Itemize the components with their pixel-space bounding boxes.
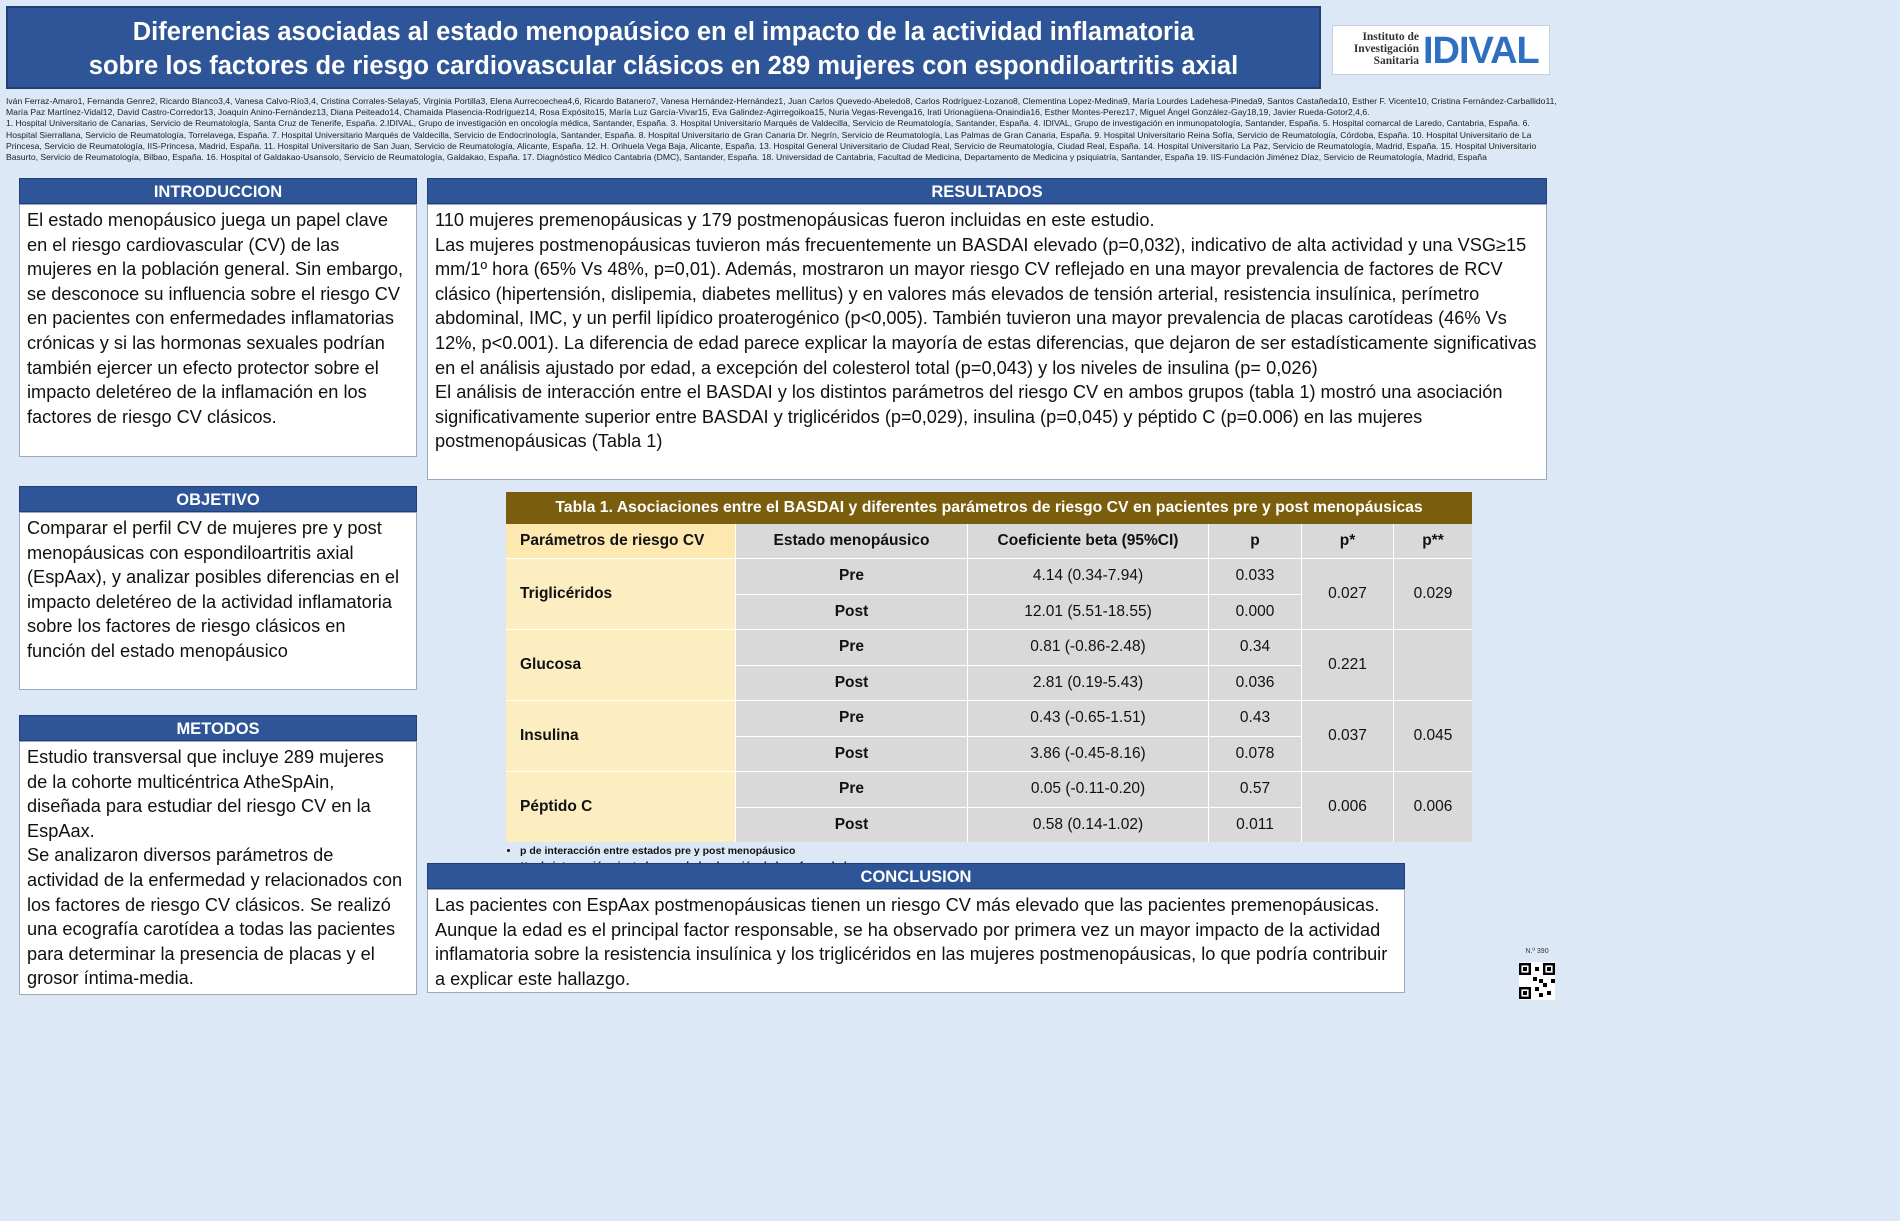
intro-text: El estado menopáusico juega un papel clave en el riesgo cardiovascular (CV) de las mujeres en la población general. Sin embargo, se desconoce su influencia sobre el riesgo CV en pacientes con enfermedades inflamatorias crónicas y si las hormonas sexuales podrían también ejercer un efecto protector sobre el impacto deletéreo de la inflamación en los factores de riesgo CV clásicos. <box>19 204 417 457</box>
qr-code-icon <box>1519 962 1555 1000</box>
beta-cell: 4.14 (0.34-7.94) <box>967 558 1208 594</box>
associations-table <box>506 524 1472 842</box>
state-cell: Post <box>735 665 967 701</box>
table-caption: Tabla 1. Asociaciones entre el BASDAI y diferentes parámetros de riesgo CV en pacientes pre y post menopáusicas <box>506 492 1472 524</box>
p-2star-cell: 0.045 <box>1393 700 1472 771</box>
objective-heading: OBJETIVO <box>19 486 417 512</box>
state-cell: Post <box>735 736 967 772</box>
title-line-2: sobre los factores de riesgo cardiovascular clásicos en 289 mujeres con espondiloartritis axial <box>88 52 1239 80</box>
beta-cell: 0.58 (0.14-1.02) <box>967 807 1208 843</box>
footnote-1: • p de interacción entre estados pre y post menopáusico <box>520 844 1472 859</box>
p-star-cell: 0.027 <box>1301 558 1393 629</box>
table-row <box>506 558 1472 594</box>
header-p: p <box>1208 524 1301 558</box>
p-2star-cell <box>1393 629 1472 700</box>
state-cell: Pre <box>735 700 967 736</box>
logo-word: IDIVAL <box>1423 30 1539 72</box>
param-cell: Péptido C <box>506 771 735 842</box>
beta-cell: 0.81 (-0.86-2.48) <box>967 629 1208 665</box>
param-cell: Triglicéridos <box>506 558 735 629</box>
state-cell: Pre <box>735 771 967 807</box>
logo-line-3: Sanitaria <box>1373 55 1419 67</box>
p-star-cell: 0.221 <box>1301 629 1393 700</box>
table-row <box>506 629 1472 665</box>
p-cell: 0.011 <box>1208 807 1301 843</box>
p-star-cell: 0.006 <box>1301 771 1393 842</box>
authors-block <box>6 96 1558 172</box>
param-cell: Insulina <box>506 700 735 771</box>
conclusion-text: Las pacientes con EspAax postmenopáusicas tienen un riesgo CV más elevado que las pacientes premenopáusicas. Aunque la edad es el principal factor responsable, se ha observado por primera vez un mayor impacto de la actividad inflamatoria sobre la resistencia insulínica y los triglicéridos en las mujeres postmenopáusicas, lo que podría contribuir a explicar este hallazgo. <box>427 889 1405 993</box>
qr-code[interactable] <box>1519 962 1555 1000</box>
beta-cell: 12.01 (5.51-18.55) <box>967 594 1208 630</box>
results-heading: RESULTADOS <box>427 178 1547 204</box>
p-cell: 0.078 <box>1208 736 1301 772</box>
p-cell: 0.036 <box>1208 665 1301 701</box>
header-p-star: p* <box>1301 524 1393 558</box>
beta-cell: 0.05 (-0.11-0.20) <box>967 771 1208 807</box>
param-cell: Glucosa <box>506 629 735 700</box>
methods-paragraph-2: Se analizaron diversos parámetros de actividad de la enfermedad y relacionados con los factores de riesgo CV clásicos. Se realizó una ecografía carotídea a todas las pacientes para determinar la presencia de placas y el grosor íntima-media. <box>27 845 403 989</box>
p-cell: 0.43 <box>1208 700 1301 736</box>
table-row <box>506 771 1472 807</box>
table-header-row <box>506 524 1472 558</box>
results-paragraph-1: 110 mujeres premenopáusicas y 179 postmenopáusicas fueron incluidas en este estudio. <box>435 210 1155 230</box>
objective-text: Comparar el perfil CV de mujeres pre y post menopáusicas con espondiloartritis axial (EspAax), y analizar posibles diferencias en el impacto deletéreo de la actividad inflamatoria sobre los factores de riesgo clásicos en función del estado menopáusico <box>19 512 417 690</box>
title-line-1: Diferencias asociadas al estado menopaúsico en el impacto de la actividad inflamatoria <box>132 18 1195 46</box>
beta-cell: 2.81 (0.19-5.43) <box>967 665 1208 701</box>
author-list: Iván Ferraz-Amaro1, Fernanda Genre2, Ricardo Blanco3,4, Vanesa Calvo-Río3,4, Cristina Corrales-Selaya5, Virginia Portilla3, Elena Aurrecoechea4,6, Ricardo Batanero7, Vanesa Hernández-Hernández1, Juan Carlos Quevedo-Abeledo8, Carlos Rodríguez-Lozano8, Clementina Lopez-Medina9, María Lourdes Ladehesa-Pineda9, Santos Castañeda10, Esther F. Vicente10, Cristina Fernández-Carballido11, María Paz Martínez-Vidal12, David Castro-Corredor13, Joaquín Anino-Fernández13, Diana Peiteado14, Chamaida Plasencia-Rodríguez14, Rosa Expósito15, María Luz García-Vivar15, Eva Galindez-Agirregoikoa15, Nuria Vegas-Revenga16, Irati Urionagüena-Onaindia16, Esther Montes-Perez17, Miguel Ángel González-Gay18,19, Javier Rueda-Gotor2,4,6. <box>6 96 1557 118</box>
state-cell: Post <box>735 594 967 630</box>
methods-heading: METODOS <box>19 715 417 741</box>
poster-title <box>6 6 1321 89</box>
table-row <box>506 700 1472 736</box>
p-2star-cell: 0.029 <box>1393 558 1472 629</box>
state-cell: Post <box>735 807 967 843</box>
intro-heading: INTRODUCCION <box>19 178 417 204</box>
affiliation-list: 1. Hospital Universitario de Canarias, Servicio de Reumatología, Santa Cruz de Tenerife, España. 2.IDIVAL, Grupo de investigación en oncología médica, Santander, España. 3. Hospital Universitario Marqués de Valdecilla, Servicio de Reumatología, Santander, España. 4. IDIVAL, Grupo de investigación en inmunopatología, Santander, España. 5. Hospital comarcal de Laredo, Cantabria, España. 6. Hospital Sierrallana, Servicio de Reumatología, Torrelavega, España. 7. Hospital Universitario Marqués de Valdecilla, Servicio de Endocrinología, Santander, España. 8. Hospital Universitario de Gran Canaria Dr. Negrín, Servicio de Reumatología, Las Palmas de Gran Canaria, España. 9. Hospital Universitario Reina Sofía, Servicio de Reumatología, Córdoba, España. 10. Hospital Universitario de La Princesa, Servicio de Reumatología, IIS-Princesa, Madrid, España. 11. Hospital Universitario de San Juan, Servicio de Reumatología, Alicante, España. 12. H. Orihuela Vega Baja, Alicante, España. 13. Hospital General Universitario de Ciudad Real, Servicio de Reumatología, Ciudad Real, España. 14. Hospital Universitario La Paz, Servicio de Reumatología, Madrid, España. 15. Hospital Universitario Basurto, Servicio de Reumatología, Bilbao, España. 16. Hospital of Galdakao-Usansolo, Servicio de Reumatología, Galdakao, España. 17. Diagnóstico Médico Cantabria (DMC), Santander, España. 18. Universidad de Cantabria, Facultad de Medicina, Departamento de Medicina y psiquiatría, Santander, España 19. IIS-Fundación Jiménez Díaz, Servicio de Reumatología, Madrid, España <box>6 118 1537 163</box>
state-cell: Pre <box>735 558 967 594</box>
header-param: Parámetros de riesgo CV <box>506 524 735 558</box>
p-cell: 0.033 <box>1208 558 1301 594</box>
p-2star-cell: 0.006 <box>1393 771 1472 842</box>
header-beta: Coeficiente beta (95%CI) <box>967 524 1208 558</box>
conclusion-heading: CONCLUSION <box>427 863 1405 889</box>
results-paragraph-3: El análisis de interacción entre el BASDAI y los distintos parámetros del riesgo CV en ambos grupos (tabla 1) mostró una asociación significativamente superior entre BASDAI y triglicéridos (p=0,029), insulina (p=0,045) y péptido C (p=0.006) en las mujeres postmenopáusicas (Tabla 1) <box>435 382 1503 452</box>
beta-cell: 3.86 (-0.45-8.16) <box>967 736 1208 772</box>
p-cell: 0.34 <box>1208 629 1301 665</box>
poster-number: N.º 390 <box>1525 948 1549 955</box>
state-cell: Pre <box>735 629 967 665</box>
p-star-cell: 0.037 <box>1301 700 1393 771</box>
p-cell: 0.000 <box>1208 594 1301 630</box>
results-paragraph-2: Las mujeres postmenopáusicas tuvieron más frecuentemente un BASDAI elevado (p=0,032), indicativo de alta actividad y una VSG≥15 mm/1º hora (65% Vs 48%, p=0,01). Además, mostraron un mayor riesgo CV reflejado en una mayor prevalencia de factores de RCV clásico (hipertensión, dislipemia, diabetes mellitus) y en valores más elevados de tensión arterial, resistencia insulínica, perímetro abdominal, IMC, y un perfil lipídico proaterogénico (p<0,005). También tuvieron una mayor prevalencia de placas carotídeas (46% Vs 12%, p<0.001). La diferencia de edad parece explicar la mayoría de estas diferencias, que dejaron de ser estadísticamente significativas en el análisis ajustado por edad, a excepción del colesterol total (p=0,043) y los niveles de insulina (p= 0,026) <box>435 234 1537 378</box>
header-state: Estado menopáusico <box>735 524 967 558</box>
results-body <box>427 204 1547 480</box>
logo-line-1: Instituto de <box>1362 31 1419 43</box>
methods-body <box>19 741 417 995</box>
idival-logo <box>1332 25 1550 75</box>
table-1 <box>506 492 1472 874</box>
beta-cell: 0.43 (-0.65-1.51) <box>967 700 1208 736</box>
methods-paragraph-1: Estudio transversal que incluye 289 mujeres de la cohorte multicéntrica AtheSpAin, diseñada para estudiar del riesgo CV en la EspAax. <box>27 747 384 841</box>
logo-line-2: Investigación <box>1353 43 1419 55</box>
header-p-2star: p** <box>1393 524 1472 558</box>
p-cell: 0.57 <box>1208 771 1301 807</box>
